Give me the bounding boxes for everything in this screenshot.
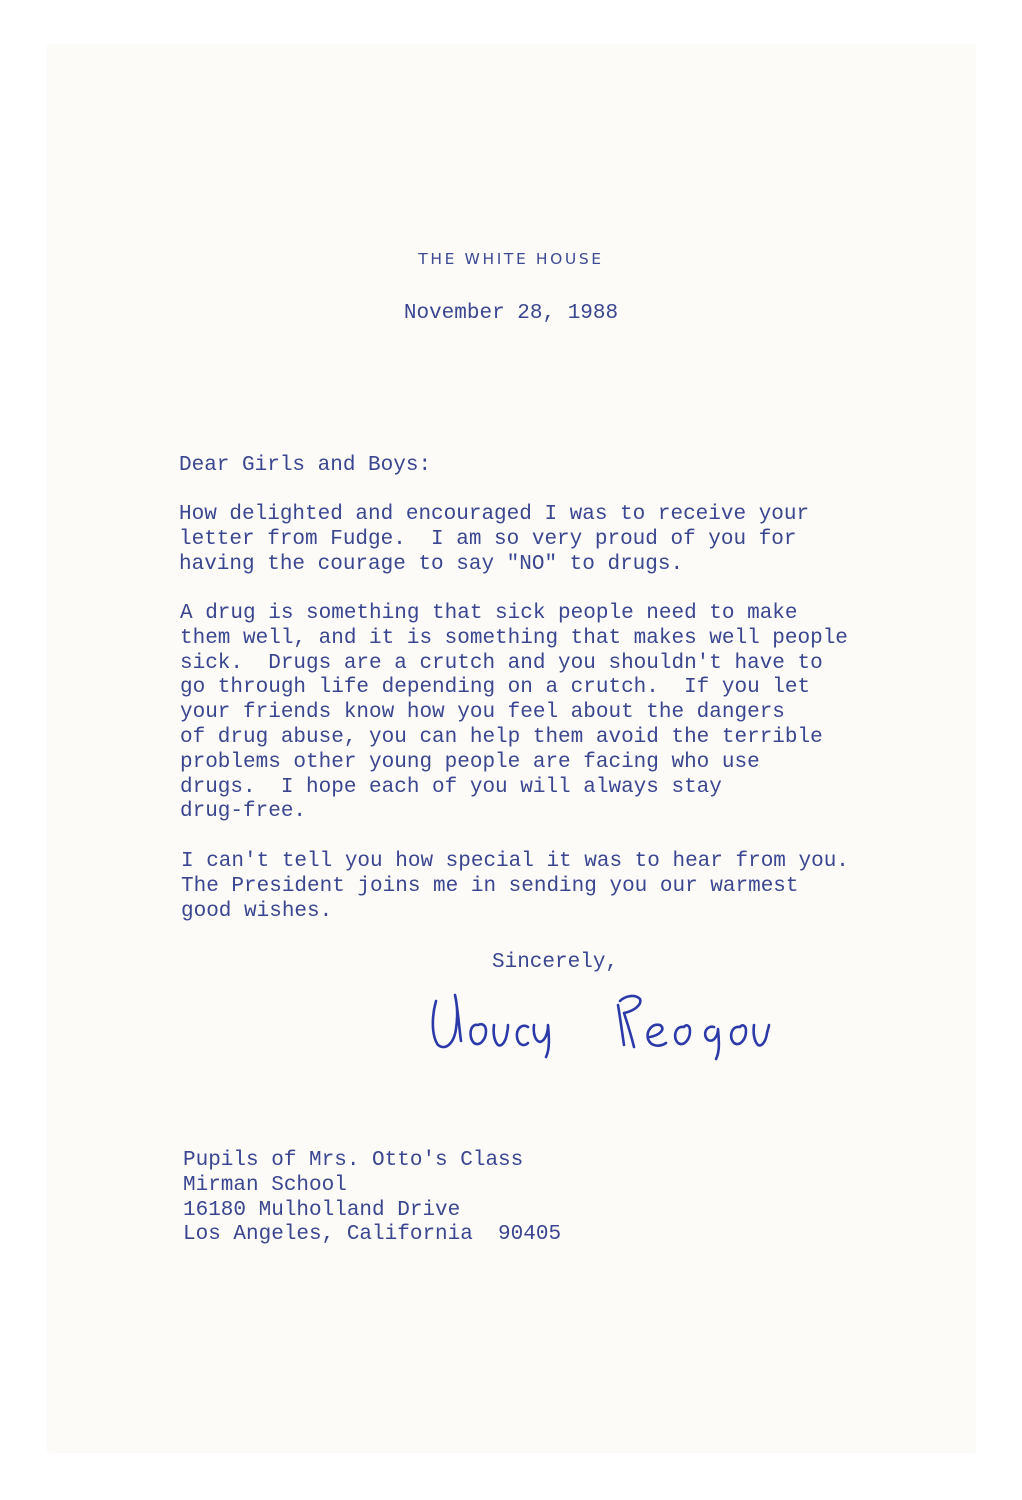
letterhead: THE WHITE HOUSE xyxy=(418,250,604,268)
body-paragraph-2: A drug is something that sick people need to make them well, and it is something that makes well people sick. Drugs are a crutch and you shouldn't have to go through life depending on a crutch. If you let your friends know how you feel about the dangers of drug abuse, you can help them avoid the terrible problems other young people are facing who use drugs. I hope each of you will always stay drug-free. xyxy=(180,602,848,824)
handwritten-signature xyxy=(428,985,793,1065)
recipient-address: Pupils of Mrs. Otto's Class Mirman School 16180 Mulholland Drive Los Angeles, California 90405 xyxy=(183,1149,562,1247)
body-paragraph-1: How delighted and encouraged I was to receive your letter from Fudge. I am so very proud of you for having the courage to say "NO" to drugs. xyxy=(179,503,810,576)
closing: Sincerely, xyxy=(492,951,619,974)
body-paragraph-3: I can't tell you how special it was to hear from you. The President joins me in sending you our warmest good wishes. xyxy=(181,850,849,923)
salutation: Dear Girls and Boys: xyxy=(179,454,432,477)
letter-date: November 28, 1988 xyxy=(403,302,619,325)
